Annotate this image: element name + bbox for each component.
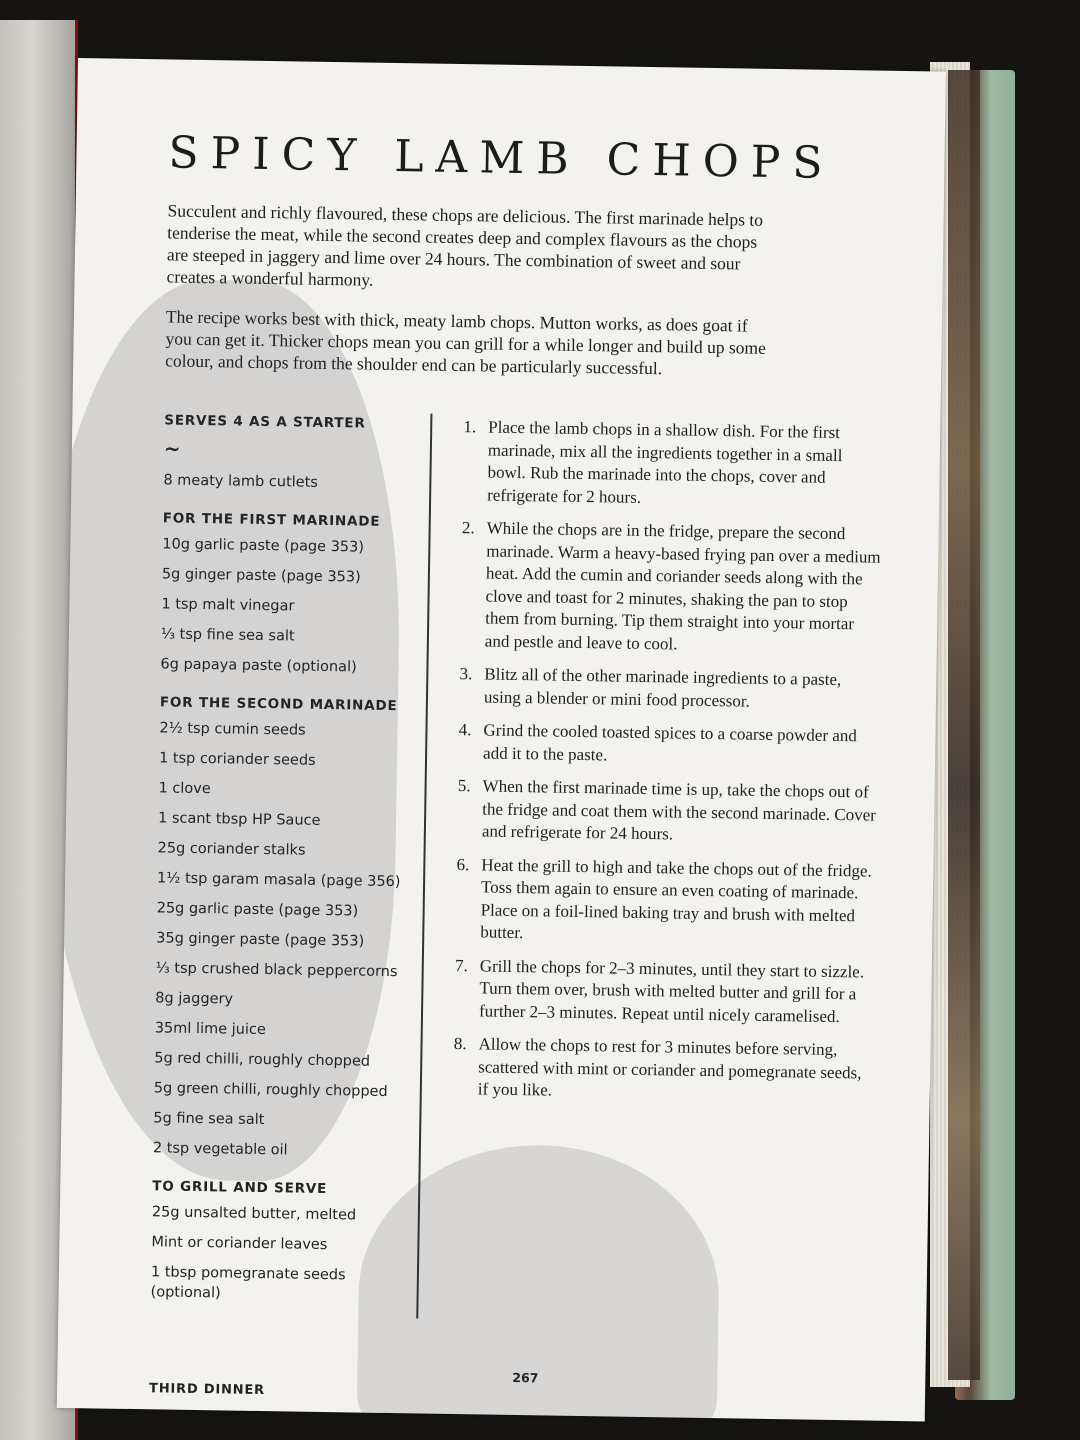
ingredient-item: 5g green chilli, roughly chopped bbox=[153, 1080, 388, 1100]
method-step bbox=[438, 775, 879, 849]
ingredient-item: ⅓ tsp fine sea salt bbox=[160, 626, 295, 645]
ingredient-item: 2½ tsp cumin seeds bbox=[159, 720, 306, 739]
ingredient-item: 1 clove bbox=[158, 780, 211, 798]
ingredient-item: 35ml lime juice bbox=[154, 1020, 266, 1039]
ingredient-item: 5g fine sea salt bbox=[153, 1110, 265, 1129]
ingredient-item: 8g jaggery bbox=[155, 990, 234, 1008]
ingredient-item: 25g garlic paste (page 353) bbox=[156, 900, 359, 920]
ingredient-item: 1 tsp malt vinegar bbox=[161, 596, 295, 615]
second-marinade-heading: FOR THE SECOND MARINADE bbox=[159, 694, 398, 715]
step-text: Place the lamb chops in a shallow dish. For the first marinade, mix all the ingredients together in a small bowl. Rub the marinade into the chops, cover and refrigerate for 2 hours. bbox=[487, 417, 843, 507]
method-step bbox=[440, 663, 881, 715]
method-steps bbox=[434, 416, 885, 1118]
intro-paragraph-2: The recipe works best with thick, meaty lamb chops. Mutton works, as does goat if you can get it. Thicker chops mean you can grill for a while longer and build up some colour, and chops from the shoulder end can be particularly successful. bbox=[165, 306, 767, 379]
step-number: 7. bbox=[454, 955, 468, 975]
method-step bbox=[436, 853, 877, 950]
ingredient-item: ⅓ tsp crushed black peppercorns bbox=[155, 960, 398, 981]
page-number: 267 bbox=[512, 1369, 539, 1386]
ingredient-item: 25g unsalted butter, melted bbox=[151, 1204, 357, 1224]
ingredient-item: 1½ tsp garam masala (page 356) bbox=[156, 870, 401, 891]
method-step bbox=[443, 416, 884, 513]
step-text: When the first marinade time is up, take the chops out of the fridge and coat them with the second marinade. Cover and refrigerate for 24 hours. bbox=[481, 776, 877, 844]
method-step bbox=[435, 954, 876, 1028]
step-number: 5. bbox=[457, 776, 471, 796]
ingredient-item: 5g ginger paste (page 353) bbox=[161, 566, 361, 586]
ingredient-item: 1 tbsp pomegranate seeds (optional) bbox=[150, 1264, 346, 1302]
recipe-page bbox=[57, 58, 946, 1421]
step-text: Grind the cooled toasted spices to a coarse powder and add it to the paste. bbox=[482, 720, 858, 764]
first-marinade-heading: FOR THE FIRST MARINADE bbox=[162, 510, 381, 530]
tilde-divider: ~ bbox=[163, 436, 181, 461]
step-number: 8. bbox=[453, 1034, 467, 1054]
step-number: 2. bbox=[461, 518, 475, 538]
section-footer: THIRD DINNER bbox=[148, 1381, 266, 1399]
ingredient-item: 1 scant tbsp HP Sauce bbox=[157, 810, 321, 829]
serves-heading: SERVES 4 AS A STARTER bbox=[164, 412, 366, 432]
recipe-title: SPICY LAMB CHOPS bbox=[168, 127, 835, 189]
ingredient-item: 10g garlic paste (page 353) bbox=[162, 536, 365, 556]
step-text: While the chops are in the fridge, prepare the second marinade. Warm a heavy-based frying pan over a medium heat. Add the cumin and coriander seeds along with the clove and toast for 2 minutes, shaking the pan to stop them from burning. Tip them straight into your mortar and pestle and leave to cool. bbox=[484, 518, 881, 653]
facing-photo-edge bbox=[948, 70, 980, 1380]
step-text: Grill the chops for 2–3 minutes, until they start to sizzle. Turn them over, brush with melted butter and grill for a further 2–3 minutes. Repeat until nicely caramelised. bbox=[478, 955, 865, 1026]
ingredient-item: 2 tsp vegetable oil bbox=[152, 1140, 288, 1159]
ingredient-item: 5g red chilli, roughly chopped bbox=[154, 1050, 371, 1070]
step-number: 6. bbox=[456, 854, 470, 874]
ingredients-column bbox=[150, 409, 424, 1306]
method-step bbox=[439, 719, 880, 771]
main-ingredient: 8 meaty lamb cutlets bbox=[163, 472, 319, 491]
step-text: Heat the grill to high and take the chops out of the fridge. Toss them again to ensure an even coating of marinade. Place on a foil-lined baking tray and brush with melted butter. bbox=[480, 854, 872, 943]
intro-paragraph-1: Succulent and richly flavoured, these chops are delicious. The first marinade helps to tenderise the meat, while the second creates deep and complex flavours as the chops are steeped in jaggery and lime over 24 hours. The combination of sweet and sour creates a wonderful harmony. bbox=[166, 200, 764, 290]
step-number: 1. bbox=[463, 417, 477, 437]
step-number: 4. bbox=[458, 720, 472, 740]
method-step bbox=[434, 1033, 875, 1107]
ingredient-item: 35g ginger paste (page 353) bbox=[156, 930, 365, 950]
ingredient-item: Mint or coriander leaves bbox=[151, 1234, 328, 1254]
ingredient-item: 6g papaya paste (optional) bbox=[160, 656, 357, 676]
ingredient-item: 25g coriander stalks bbox=[157, 840, 306, 859]
method-step bbox=[441, 517, 883, 659]
grill-serve-heading: TO GRILL AND SERVE bbox=[152, 1178, 328, 1198]
step-number: 3. bbox=[459, 664, 473, 684]
ingredient-item: 1 tsp coriander seeds bbox=[158, 750, 316, 769]
step-text: Blitz all of the other marinade ingredients to a paste, using a blender or mini food processor. bbox=[483, 664, 842, 711]
step-text: Allow the chops to rest for 3 minutes before serving, scattered with mint or coriander and pomegranate seeds, if you like. bbox=[477, 1034, 862, 1100]
